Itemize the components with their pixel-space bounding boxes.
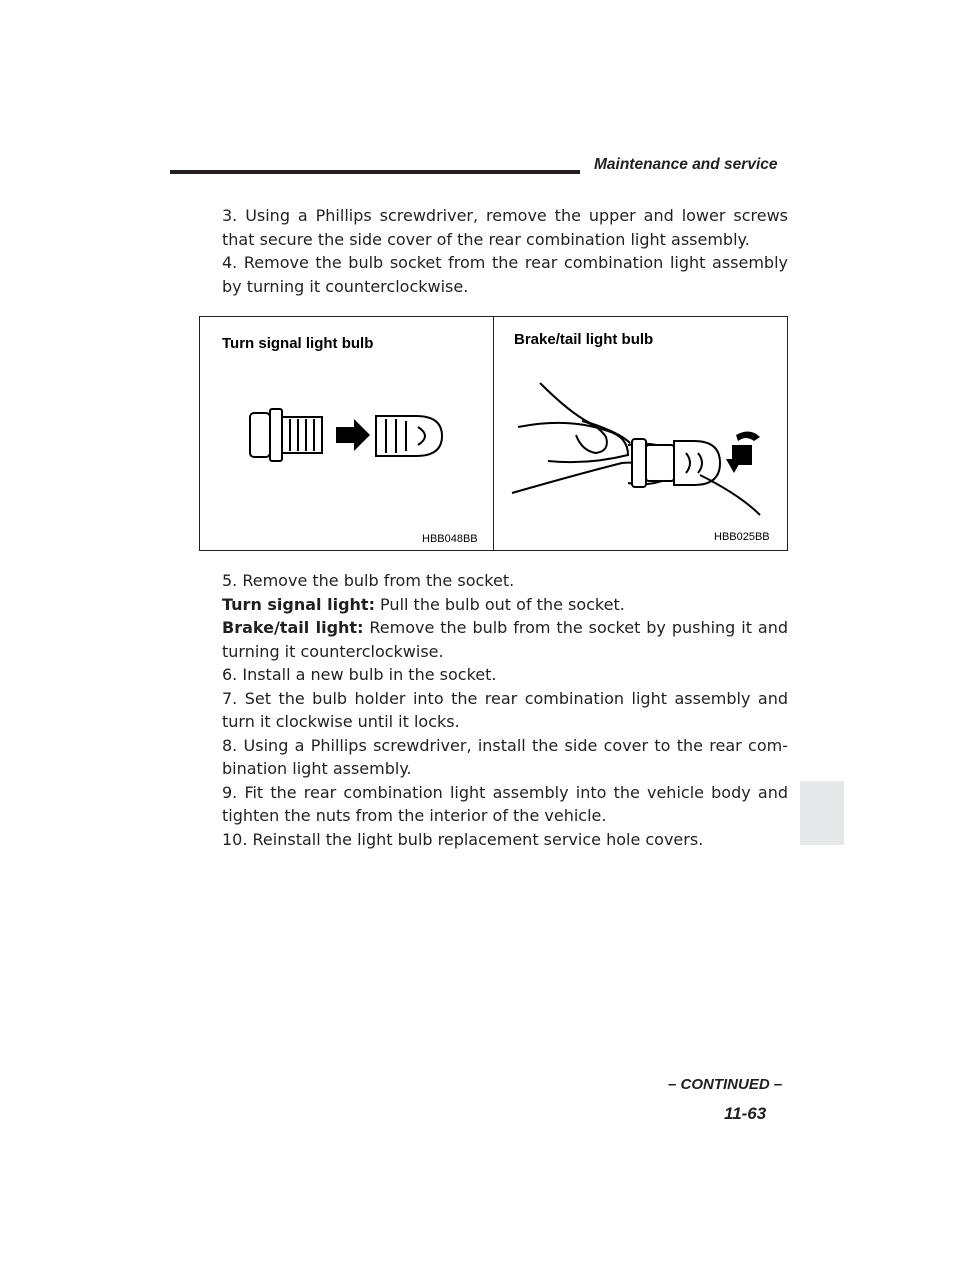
section-title: Maintenance and service xyxy=(594,156,778,173)
right-figure-code: HBB025BB xyxy=(714,531,770,543)
arrow-right-icon xyxy=(336,419,370,451)
step-4: 4. Remove the bulb socket from the rear combination light assembly by turning it counterclockwise. xyxy=(222,253,788,296)
turn-signal-instruction xyxy=(222,593,788,617)
figure-divider xyxy=(493,317,494,550)
step-5: 5. Remove the bulb from the socket. xyxy=(222,571,515,590)
chapter-tab xyxy=(800,781,844,845)
brake-tail-bulb-illustration xyxy=(510,375,780,525)
step-3: 3. Using a Phillips screwdriver, remove the upper and lower screws that secure the side cover of the rear combination light assembly. xyxy=(222,206,788,249)
step-8: 8. Using a Phillips screwdriver, install the side cover to the rear com-bination light assembly. xyxy=(222,735,788,778)
turn-signal-bulb-illustration xyxy=(246,405,456,467)
continued-marker: – CONTINUED – xyxy=(668,1076,783,1093)
page-number: 11-63 xyxy=(724,1104,767,1123)
bulb-figure xyxy=(199,316,788,551)
brake-tail-instruction xyxy=(222,616,788,663)
turn-signal-label: Turn signal light bulb xyxy=(222,335,374,352)
brake-tail-term: Brake/tail light: xyxy=(222,618,364,637)
brake-tail-text: Remove the bulb from the socket by pushing it and turning it counterclockwise. xyxy=(222,618,788,661)
step-7: 7. Set the bulb holder into the rear combination light assembly and turn it clockwise until it locks. xyxy=(222,688,788,731)
header-rule xyxy=(170,170,580,174)
step-10: 10. Reinstall the light bulb replacement service hole covers. xyxy=(222,829,704,849)
steps-bottom xyxy=(222,569,788,851)
brake-tail-label: Brake/tail light bulb xyxy=(514,331,654,348)
turn-signal-text: Pull the bulb out of the socket. xyxy=(374,594,625,614)
left-figure-code: HBB048BB xyxy=(422,533,478,545)
step-6: 6. Install a new bulb in the socket. xyxy=(222,665,497,684)
turn-signal-term: Turn signal light: xyxy=(222,594,375,614)
rotate-arrow-icon xyxy=(736,431,760,441)
steps-top xyxy=(222,204,788,298)
step-9: 9. Fit the rear combination light assembly into the vehicle body and tighten the nuts from the interior of the vehicle. xyxy=(222,782,788,825)
